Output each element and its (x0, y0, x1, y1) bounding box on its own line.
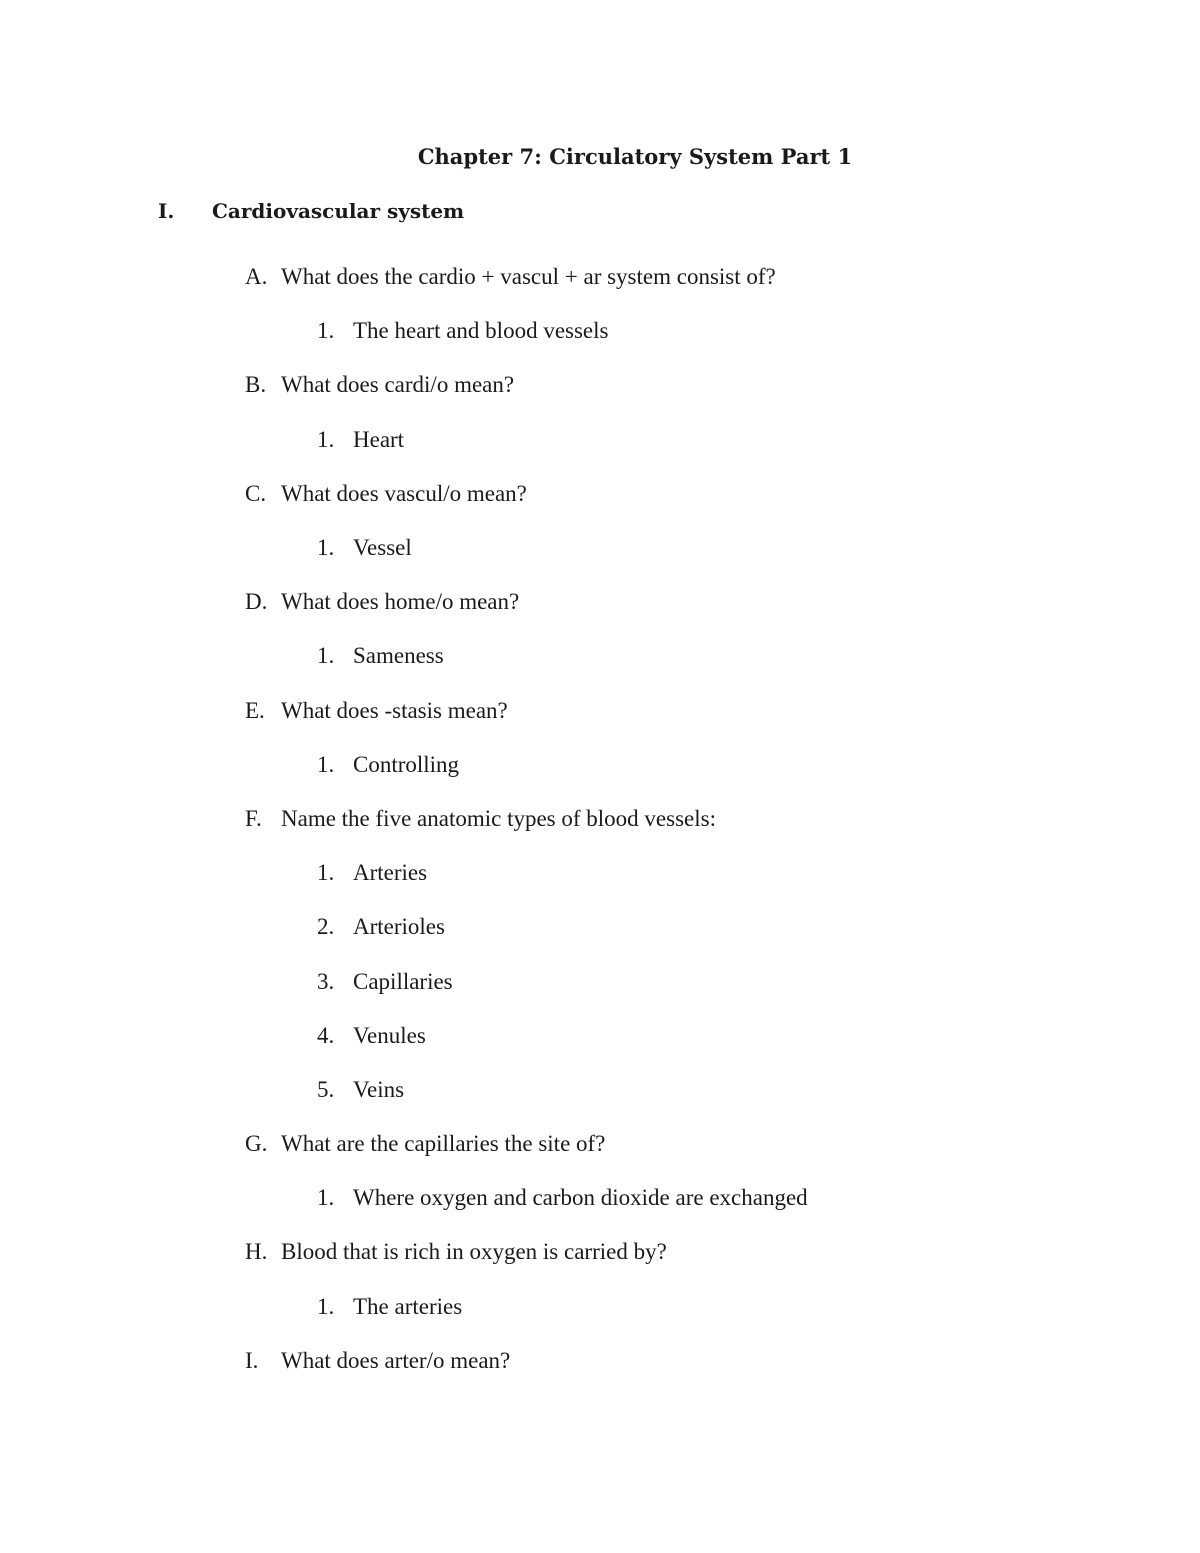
list-marker: G. (245, 1131, 268, 1157)
list-marker: 2. (317, 914, 335, 940)
list-marker: B. (245, 372, 267, 398)
question-text: What does arter/o mean? (281, 1347, 511, 1373)
outline-question (0, 467, 1200, 521)
list-marker: 1. (317, 1293, 335, 1319)
outline-question (0, 684, 1200, 738)
question-text: What does cardi/o mean? (281, 372, 515, 398)
answer-text: Venules (353, 1022, 426, 1048)
list-marker: 4. (317, 1022, 335, 1048)
answer-text: Veins (353, 1076, 405, 1102)
list-marker: 1. (317, 535, 335, 561)
outline-answer (0, 846, 1200, 900)
list-marker: D. (245, 589, 268, 615)
list-marker: E. (245, 697, 265, 723)
section-heading-text: Cardiovascular system (212, 199, 465, 223)
list-marker: 1. (317, 318, 335, 344)
outline-answer (0, 1280, 1200, 1334)
list-marker: I. (245, 1347, 259, 1373)
answer-text: Sameness (353, 643, 444, 669)
list-marker: 1. (317, 643, 335, 669)
list-marker: C. (245, 480, 267, 506)
outline-question (0, 358, 1200, 412)
answer-text: Controlling (353, 751, 460, 777)
outline-answer (0, 629, 1200, 683)
question-text: What does home/o mean? (281, 589, 520, 615)
page-title: Chapter 7: Circulatory System Part 1 (417, 144, 853, 169)
list-marker: 3. (317, 968, 335, 994)
list-marker: 1. (317, 751, 335, 777)
question-text: Blood that is rich in oxygen is carried by? (281, 1239, 667, 1265)
section-number: I. (158, 199, 175, 223)
question-text: What are the capillaries the site of? (281, 1131, 606, 1157)
section-heading (158, 197, 464, 225)
outline-answer (0, 1171, 1200, 1225)
outline-answer (0, 954, 1200, 1008)
question-text: What does the cardio + vascul + ar system consist of? (281, 264, 776, 290)
answer-text: Vessel (353, 535, 412, 561)
list-marker: 5. (317, 1076, 335, 1102)
list-marker: 1. (317, 426, 335, 452)
list-marker: 1. (317, 860, 335, 886)
answer-text: Arterioles (353, 914, 445, 940)
outline-answer (0, 413, 1200, 467)
answer-text: Capillaries (353, 968, 453, 994)
answer-text: Where oxygen and carbon dioxide are exchanged (353, 1185, 808, 1211)
answer-text: Heart (353, 426, 405, 452)
list-marker: A. (245, 264, 268, 290)
outline-answer (0, 900, 1200, 954)
answer-text: The heart and blood vessels (353, 318, 609, 344)
outline-question (0, 250, 1200, 304)
outline-question (0, 1334, 1200, 1388)
outline-list (0, 250, 1200, 1388)
outline-question (0, 1117, 1200, 1171)
question-text: Name the five anatomic types of blood vessels: (281, 805, 716, 831)
outline-answer (0, 521, 1200, 575)
answer-text: Arteries (353, 860, 428, 886)
list-marker: 1. (317, 1185, 335, 1211)
list-marker: F. (245, 805, 262, 831)
question-text: What does vascul/o mean? (281, 480, 527, 506)
list-marker: H. (245, 1239, 268, 1265)
outline-answer (0, 1063, 1200, 1117)
outline-question (0, 575, 1200, 629)
answer-text: The arteries (353, 1293, 463, 1319)
outline-answer (0, 738, 1200, 792)
outline-question (0, 1225, 1200, 1279)
question-text: What does -stasis mean? (281, 697, 508, 723)
outline-answer (0, 304, 1200, 358)
outline-answer (0, 1009, 1200, 1063)
outline-question (0, 792, 1200, 846)
